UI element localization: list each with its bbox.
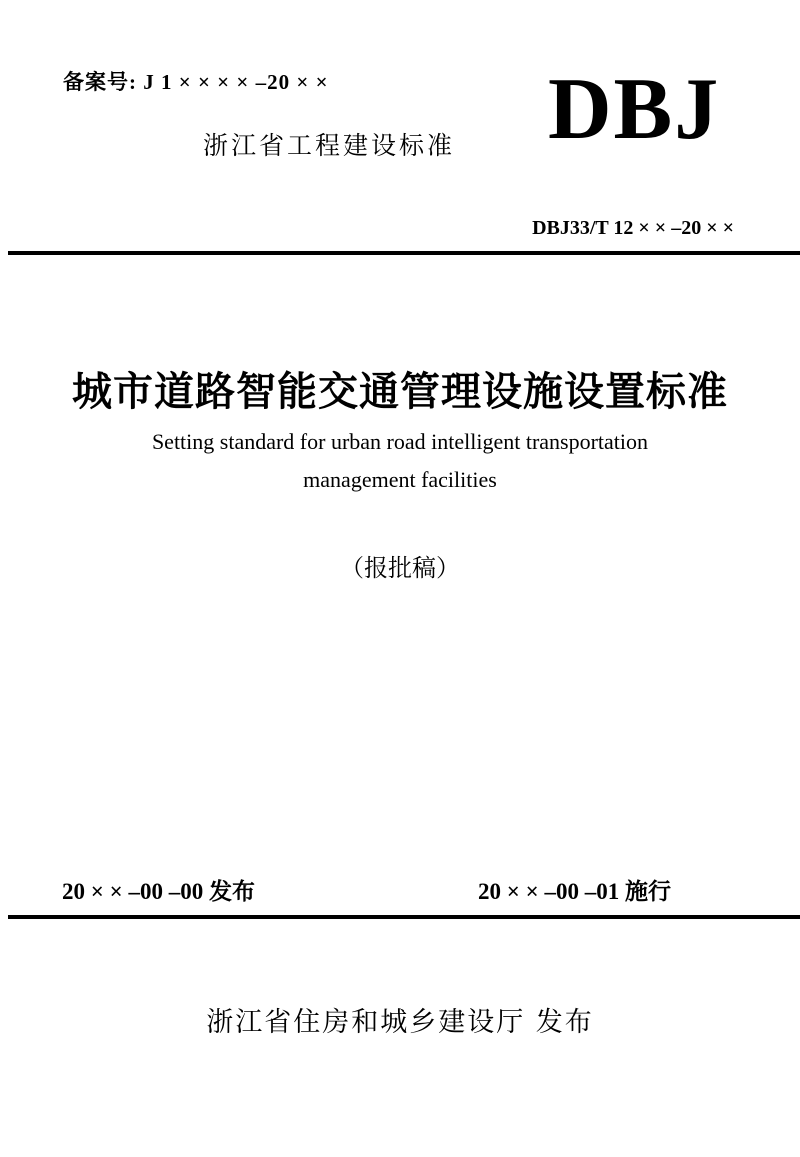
- record-number: 备案号: J 1 × × × × –20 × ×: [63, 70, 329, 94]
- issue-date: 20 × × –00 –00 发布: [62, 879, 255, 904]
- document-title-english-line1: Setting standard for urban road intelligent transportation: [151, 429, 649, 454]
- top-divider: [8, 251, 800, 255]
- bottom-divider: [8, 915, 800, 919]
- draft-status: （报批稿）: [340, 554, 460, 582]
- document-title-chinese: 城市道路智能交通管理设施设置标准: [72, 368, 728, 415]
- dbj-logo: DBJ: [548, 61, 721, 158]
- effective-date: 20 × × –00 –01 施行: [478, 879, 671, 904]
- publisher: 浙江省住房和城乡建设厅 发布: [206, 1007, 594, 1038]
- standard-category: 浙江省工程建设标准: [203, 131, 456, 160]
- document-title-english-line2: management facilities: [303, 467, 497, 492]
- standard-code: DBJ33/T 12 × × –20 × ×: [532, 217, 734, 239]
